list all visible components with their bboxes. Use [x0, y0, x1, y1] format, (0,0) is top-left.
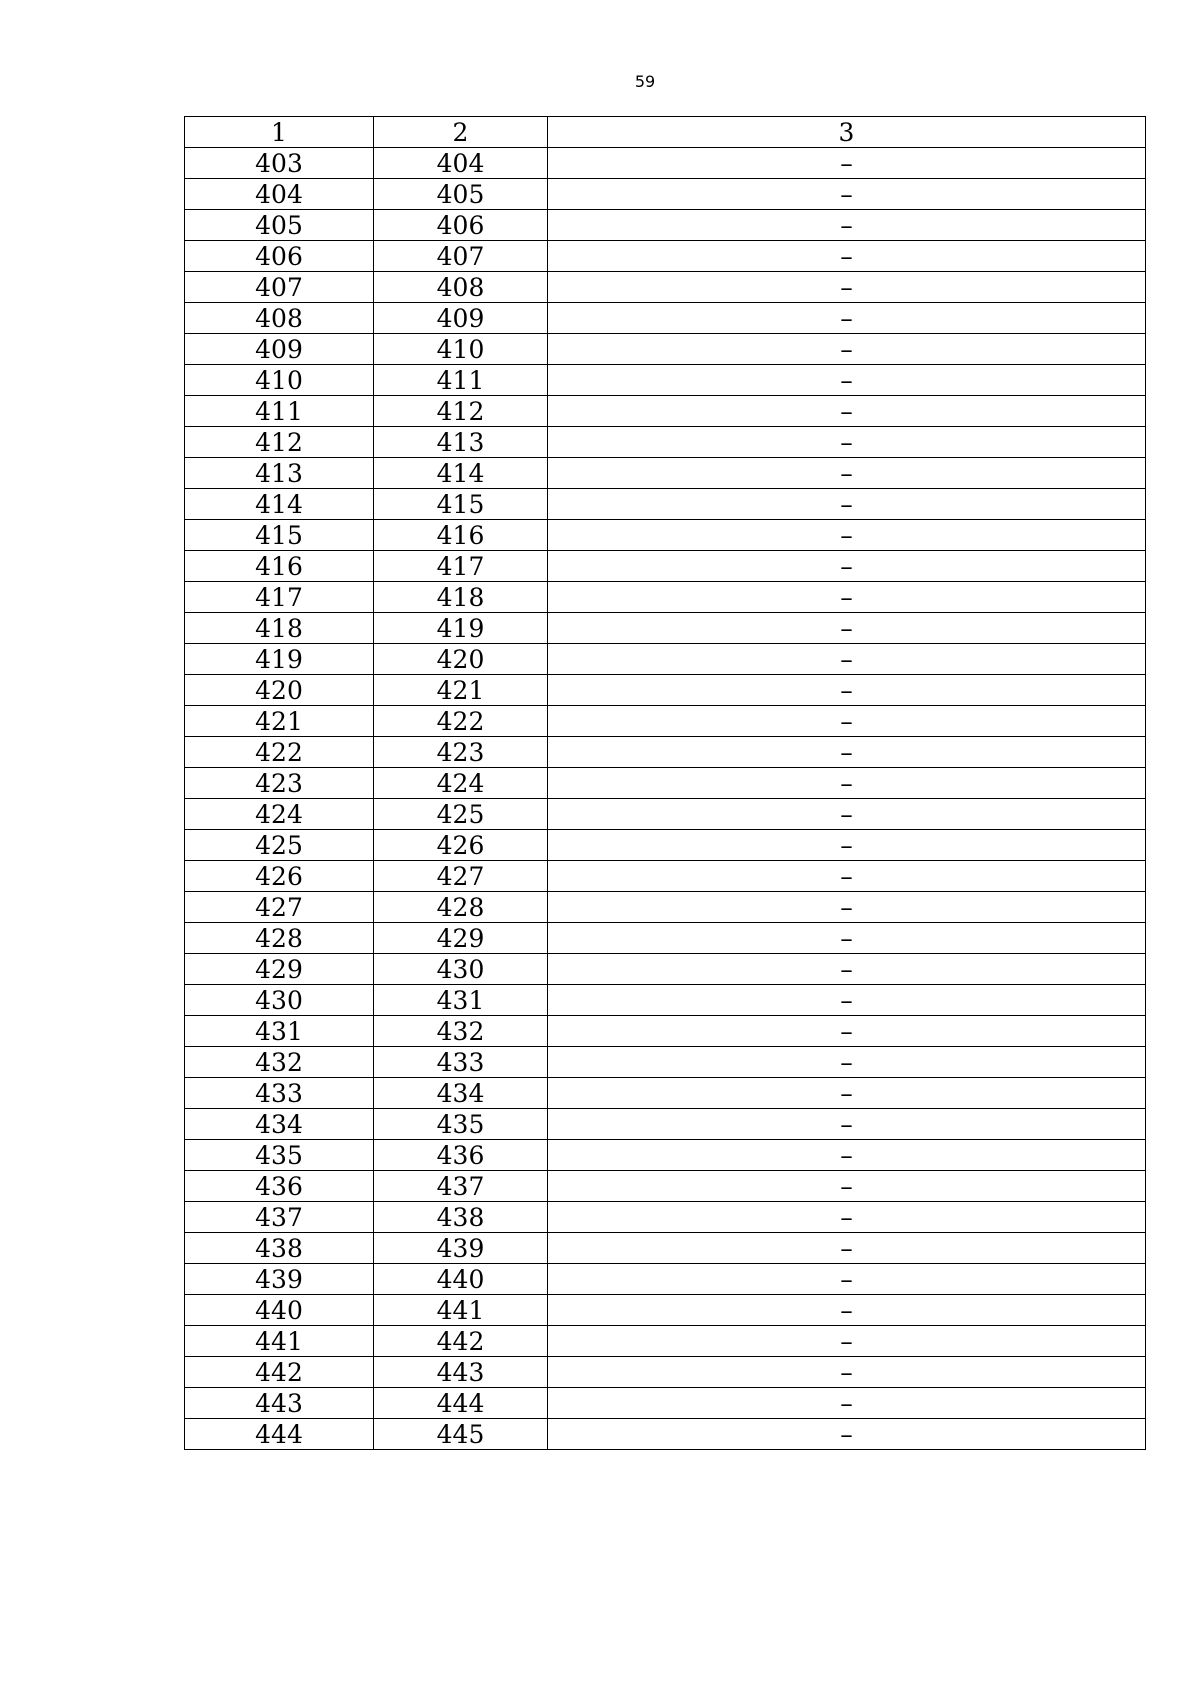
table-cell-col-1: 409: [185, 334, 374, 365]
table-cell-col-1: 412: [185, 427, 374, 458]
table-cell-col-2: 424: [374, 768, 548, 799]
table-cell-col-1: 444: [185, 1419, 374, 1450]
table-cell-col-2: 436: [374, 1140, 548, 1171]
table-cell-col-2: 432: [374, 1016, 548, 1047]
table-row: [185, 1264, 1146, 1295]
table-cell-col-1: 441: [185, 1326, 374, 1357]
table-row: [185, 954, 1146, 985]
table-cell-col-3: –: [548, 551, 1146, 582]
table-row: [185, 148, 1146, 179]
table-cell-col-1: 425: [185, 830, 374, 861]
table-cell-col-3: –: [548, 613, 1146, 644]
table-cell-col-2: 428: [374, 892, 548, 923]
table-row: [185, 427, 1146, 458]
table-row: [185, 1202, 1146, 1233]
table-row: [185, 179, 1146, 210]
table-cell-col-3: –: [548, 1357, 1146, 1388]
table-row: [185, 1326, 1146, 1357]
table-cell-col-2: 440: [374, 1264, 548, 1295]
table-row: [185, 334, 1146, 365]
page-number: 59: [634, 72, 656, 91]
table-cell-col-1: 426: [185, 861, 374, 892]
table-cell-col-3: –: [548, 1419, 1146, 1450]
table-cell-col-2: 439: [374, 1233, 548, 1264]
table-cell-col-2: 408: [374, 272, 548, 303]
table-cell-col-2: 431: [374, 985, 548, 1016]
table-cell-col-1: 437: [185, 1202, 374, 1233]
table-cell-col-2: 411: [374, 365, 548, 396]
table-cell-col-3: –: [548, 830, 1146, 861]
table-cell-col-2: 435: [374, 1109, 548, 1140]
table-cell-col-3: –: [548, 210, 1146, 241]
table-row: [185, 1388, 1146, 1419]
table-cell-col-1: 443: [185, 1388, 374, 1419]
table-cell-col-1: 411: [185, 396, 374, 427]
table-cell-col-1: 429: [185, 954, 374, 985]
table-row: [185, 1357, 1146, 1388]
table-cell-col-3: –: [548, 1140, 1146, 1171]
table-cell-col-3: –: [548, 1047, 1146, 1078]
table-cell-col-3: –: [548, 520, 1146, 551]
table-cell-col-2: 404: [374, 148, 548, 179]
table-cell-col-3: –: [548, 768, 1146, 799]
table-row: [185, 1047, 1146, 1078]
table-row: [185, 1109, 1146, 1140]
table-body: [185, 117, 1146, 1450]
table-cell-col-2: 427: [374, 861, 548, 892]
table-cell-col-2: 418: [374, 582, 548, 613]
table-cell-col-3: –: [548, 148, 1146, 179]
table-cell-col-2: 429: [374, 923, 548, 954]
table-cell-col-1: 439: [185, 1264, 374, 1295]
table-cell-col-1: 406: [185, 241, 374, 272]
table-cell-col-2: 445: [374, 1419, 548, 1450]
table-cell-col-1: 431: [185, 1016, 374, 1047]
table-cell-col-3: –: [548, 1171, 1146, 1202]
table-row: [185, 830, 1146, 861]
table-row: [185, 768, 1146, 799]
table-cell-col-1: 417: [185, 582, 374, 613]
table-cell-col-2: 413: [374, 427, 548, 458]
table-row: [185, 551, 1146, 582]
table-cell-col-3: –: [548, 1233, 1146, 1264]
table-cell-col-3: –: [548, 241, 1146, 272]
table-cell-col-3: –: [548, 892, 1146, 923]
table-cell-col-1: 432: [185, 1047, 374, 1078]
table-cell-col-2: 442: [374, 1326, 548, 1357]
table-cell-col-3: –: [548, 272, 1146, 303]
table-cell-col-2: 410: [374, 334, 548, 365]
table-cell-col-2: 409: [374, 303, 548, 334]
table-cell-col-3: –: [548, 1295, 1146, 1326]
table-row: [185, 737, 1146, 768]
table-cell-col-1: 405: [185, 210, 374, 241]
table-row: [185, 1233, 1146, 1264]
table-cell-col-3: –: [548, 706, 1146, 737]
table-cell-col-2: 434: [374, 1078, 548, 1109]
table-cell-col-1: 416: [185, 551, 374, 582]
table-cell-col-3: –: [548, 861, 1146, 892]
table-cell-col-2: 414: [374, 458, 548, 489]
table-cell-col-2: 406: [374, 210, 548, 241]
table-row: [185, 303, 1146, 334]
table-cell-col-3: –: [548, 1109, 1146, 1140]
table-row: [185, 272, 1146, 303]
table-cell-col-2: 416: [374, 520, 548, 551]
table-cell-col-1: 408: [185, 303, 374, 334]
table-cell-col-1: 436: [185, 1171, 374, 1202]
column-header-1: 1: [185, 117, 374, 148]
table-cell-col-2: 407: [374, 241, 548, 272]
table-cell-col-1: 407: [185, 272, 374, 303]
table-cell-col-1: 415: [185, 520, 374, 551]
table-row: [185, 613, 1146, 644]
table-cell-col-2: 405: [374, 179, 548, 210]
table-cell-col-2: 438: [374, 1202, 548, 1233]
table-row: [185, 396, 1146, 427]
table-cell-col-2: 422: [374, 706, 548, 737]
table-cell-col-1: 410: [185, 365, 374, 396]
table-row: [185, 675, 1146, 706]
table-cell-col-3: –: [548, 675, 1146, 706]
table-row: [185, 923, 1146, 954]
table-cell-col-2: 423: [374, 737, 548, 768]
table-cell-col-1: 419: [185, 644, 374, 675]
table-row: [185, 1295, 1146, 1326]
table-cell-col-1: 418: [185, 613, 374, 644]
table-cell-col-3: –: [548, 179, 1146, 210]
table-cell-col-3: –: [548, 737, 1146, 768]
table-cell-col-1: 414: [185, 489, 374, 520]
table-cell-col-2: 444: [374, 1388, 548, 1419]
table-row: [185, 644, 1146, 675]
table-cell-col-3: –: [548, 1326, 1146, 1357]
table-row: [185, 1419, 1146, 1450]
table-cell-col-2: 419: [374, 613, 548, 644]
table-row: [185, 1016, 1146, 1047]
table-cell-col-1: 427: [185, 892, 374, 923]
table-cell-col-3: –: [548, 427, 1146, 458]
table-cell-col-3: –: [548, 644, 1146, 675]
table-cell-col-2: 426: [374, 830, 548, 861]
table-header-row: [185, 117, 1146, 148]
table-cell-col-2: 425: [374, 799, 548, 830]
table-cell-col-3: –: [548, 954, 1146, 985]
table-row: [185, 1078, 1146, 1109]
table-cell-col-3: –: [548, 799, 1146, 830]
table-row: [185, 210, 1146, 241]
table-cell-col-1: 413: [185, 458, 374, 489]
table-row: [185, 985, 1146, 1016]
table-cell-col-1: 403: [185, 148, 374, 179]
table-cell-col-1: 420: [185, 675, 374, 706]
table-cell-col-3: –: [548, 334, 1146, 365]
table-cell-col-2: 443: [374, 1357, 548, 1388]
table-row: [185, 1171, 1146, 1202]
table-cell-col-1: 423: [185, 768, 374, 799]
table-row: [185, 520, 1146, 551]
table-cell-col-1: 428: [185, 923, 374, 954]
table-cell-col-3: –: [548, 365, 1146, 396]
table-cell-col-2: 437: [374, 1171, 548, 1202]
table-cell-col-1: 435: [185, 1140, 374, 1171]
table-row: [185, 582, 1146, 613]
table-cell-col-1: 438: [185, 1233, 374, 1264]
table-cell-col-3: –: [548, 396, 1146, 427]
table-cell-col-3: –: [548, 1202, 1146, 1233]
table-cell-col-1: 404: [185, 179, 374, 210]
table-cell-col-1: 424: [185, 799, 374, 830]
table-cell-col-1: 430: [185, 985, 374, 1016]
table-row: [185, 799, 1146, 830]
table-cell-col-3: –: [548, 1016, 1146, 1047]
data-table: [184, 116, 1146, 1450]
table-row: [185, 365, 1146, 396]
table-cell-col-3: –: [548, 1388, 1146, 1419]
table-row: [185, 489, 1146, 520]
table-cell-col-1: 434: [185, 1109, 374, 1140]
table-cell-col-3: –: [548, 1078, 1146, 1109]
table-cell-col-3: –: [548, 458, 1146, 489]
table-cell-col-2: 417: [374, 551, 548, 582]
table-row: [185, 241, 1146, 272]
table-cell-col-2: 420: [374, 644, 548, 675]
table-cell-col-2: 412: [374, 396, 548, 427]
table-cell-col-1: 442: [185, 1357, 374, 1388]
table-cell-col-2: 421: [374, 675, 548, 706]
table-cell-col-3: –: [548, 985, 1146, 1016]
table-cell-col-2: 415: [374, 489, 548, 520]
table-row: [185, 458, 1146, 489]
table-cell-col-1: 440: [185, 1295, 374, 1326]
column-header-3: 3: [548, 117, 1146, 148]
table-cell-col-2: 433: [374, 1047, 548, 1078]
table-cell-col-2: 430: [374, 954, 548, 985]
table-cell-col-1: 421: [185, 706, 374, 737]
column-header-2: 2: [374, 117, 548, 148]
table-row: [185, 892, 1146, 923]
table-cell-col-1: 433: [185, 1078, 374, 1109]
table-row: [185, 706, 1146, 737]
table-row: [185, 861, 1146, 892]
table-row: [185, 1140, 1146, 1171]
table-cell-col-3: –: [548, 582, 1146, 613]
table-cell-col-3: –: [548, 1264, 1146, 1295]
table-cell-col-2: 441: [374, 1295, 548, 1326]
table-cell-col-3: –: [548, 303, 1146, 334]
table-cell-col-3: –: [548, 489, 1146, 520]
table-cell-col-1: 422: [185, 737, 374, 768]
table-cell-col-3: –: [548, 923, 1146, 954]
